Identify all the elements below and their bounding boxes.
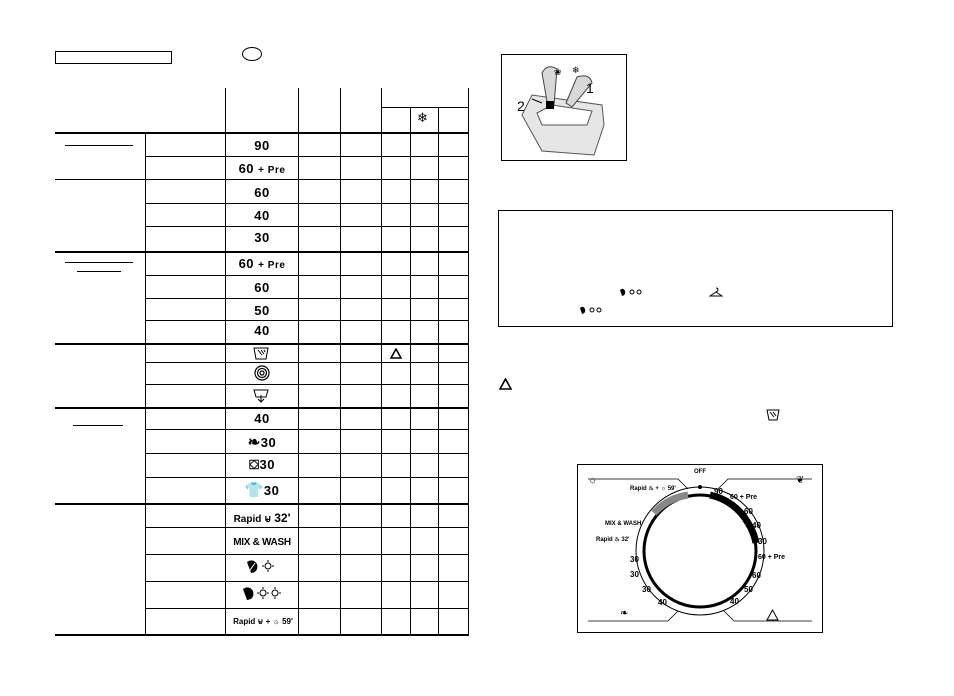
temp-cell: 90	[254, 138, 270, 153]
rapid-32-cell: Rapid ⊌ 32'	[233, 511, 291, 525]
rapid-59-cell: Rapid ⊌ + ☼ 59'	[233, 617, 293, 626]
dispenser-drawer-image	[501, 54, 627, 161]
temp-cell: 40	[254, 411, 270, 426]
programme-table	[55, 88, 469, 636]
temp-cell: 60	[254, 280, 270, 295]
dial-label: 30	[630, 570, 639, 579]
dial-label: 30	[642, 585, 651, 594]
temp-cell: 60	[254, 185, 270, 200]
dry-icon	[579, 305, 603, 315]
temp-cell: 👕30	[244, 482, 280, 499]
mix-wash-cell: MIX & WASH	[233, 537, 291, 548]
handwash-icon	[253, 346, 269, 360]
shirt-icon: 👕	[244, 482, 264, 499]
dial-label: Rapid ♨ 32'	[596, 537, 630, 543]
dial-off-label: OFF	[694, 469, 706, 475]
triangle-icon	[390, 346, 402, 364]
compartment-label-1: 1	[586, 80, 594, 96]
language-oval	[242, 47, 262, 61]
dial-label: 40	[658, 598, 667, 607]
dial-label: 60 + Pre	[730, 494, 758, 501]
dial-label: 90	[714, 487, 723, 496]
triangle-icon	[766, 609, 779, 621]
dial-label: 60	[744, 507, 753, 516]
svg-text:❄: ❄	[572, 66, 580, 76]
temp-cell: 40	[254, 208, 270, 223]
compartment-label-2: 2	[517, 98, 525, 114]
sun-icon: ☼	[588, 475, 598, 486]
hanger-icon	[709, 287, 723, 297]
dial-label: 60	[752, 571, 761, 580]
dry-icon	[245, 558, 277, 581]
title-box	[55, 51, 172, 64]
dial-label: 60 + Pre	[758, 554, 786, 561]
drain-icon	[253, 387, 269, 408]
dial-label: 40	[752, 521, 761, 530]
wool-icon: ❧	[247, 434, 261, 451]
dial-label: 30	[630, 555, 639, 564]
warning-icon	[499, 378, 512, 390]
temp-cell: 40	[254, 323, 270, 338]
dial-label: 30	[758, 537, 767, 546]
temp-cell: 60 + Pre	[238, 161, 286, 176]
dry-icon: ❦	[796, 475, 805, 486]
temp-cell: 50	[254, 303, 270, 318]
dial-label: 50	[744, 585, 753, 594]
spin-icon	[254, 365, 270, 386]
temp-cell: ⛋30	[249, 457, 275, 472]
tub-icon: ⊌	[264, 514, 272, 525]
dry-icon	[619, 287, 643, 297]
cold-wash-icon: ❄	[417, 110, 428, 125]
svg-text:❀: ❀	[554, 68, 562, 78]
leaf-icon: ❧	[620, 608, 629, 619]
note-box	[498, 210, 893, 327]
temp-cell: 60 + Pre	[238, 256, 286, 271]
dial-label: 40	[730, 597, 739, 606]
temp-cell: 30	[254, 230, 270, 245]
delicate-icon: ⛋	[249, 457, 260, 472]
dial-label: MIX & WASH	[605, 521, 642, 527]
temp-cell: ❧30	[247, 434, 277, 451]
dry-extra-icon	[241, 585, 283, 608]
dial-label: Rapid ♨ + ☼ 59'	[630, 486, 676, 492]
programme-dial-diagram	[577, 464, 823, 633]
handwash-icon	[766, 408, 780, 421]
